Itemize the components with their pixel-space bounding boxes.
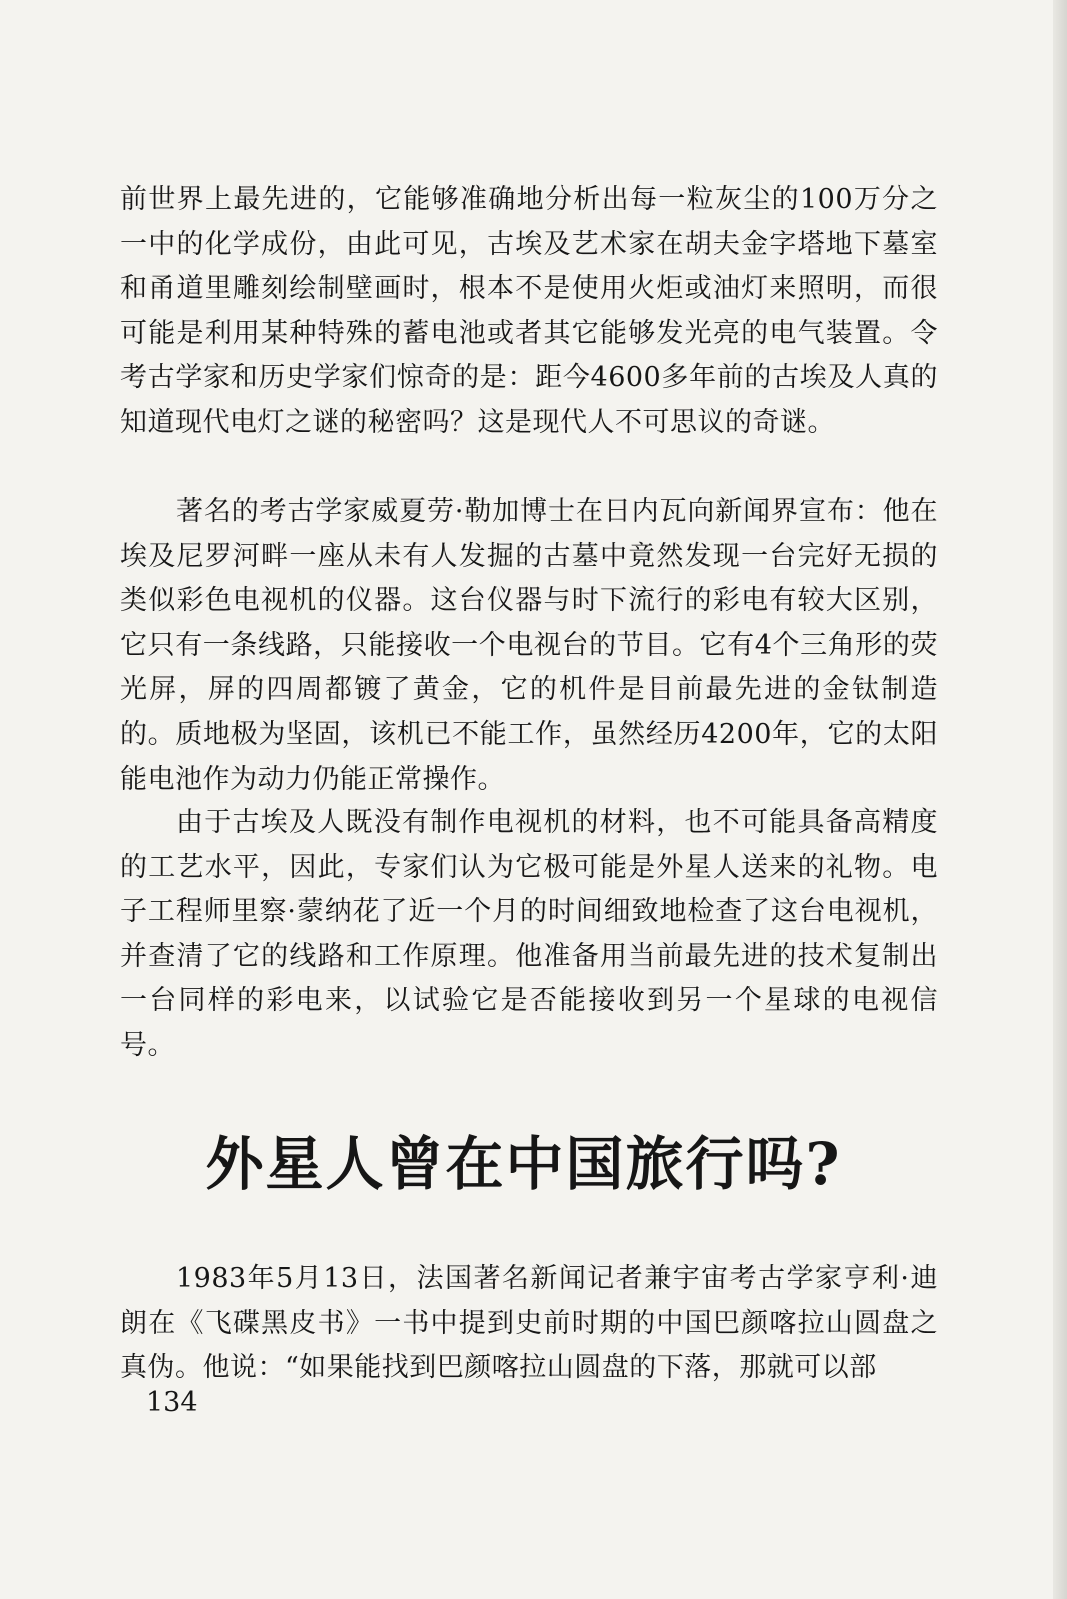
paragraph-2: 著名的考古学家威夏劳·勒加博士在日内瓦向新闻界宣布：他在埃及尼罗河畔一座从未有人发掘的古墓中竟然发现一台完好无损的类似彩色电视机的仪器。这台仪器与时下流行的彩电有较大区别，它只有一条线路，只能接收一个电视台的节目。它有4个三角形的荧光屏，屏的四周都镀了黄金，它的机件是目前最先进的金钛制造的。质地极为坚固，该机已不能工作，虽然经历4200年，它的太阳能电池作为动力仍能正常操作。 xyxy=(120,496,938,795)
paragraph-1: 前世界上最先进的，它能够准确地分析出每一粒灰尘的100万分之一中的化学成份，由此可见，古埃及艺术家在胡夫金字塔地下墓室和甬道里雕刻绘制壁画时，根本不是使用火炬或油灯来照明，而很可能是利用某种特殊的蓄电池或者其它能够发光亮的电气装置。令考古学家和历史学家们惊奇的是：距今4600多年前的古埃及人真的知道现代电灯之谜的秘密吗？这是现代人不可思议的奇谜。 xyxy=(120,184,938,438)
paragraph-4: 1983年5月13日，法国著名新闻记者兼宇宙考古学家亨利·迪朗在《飞碟黑皮书》一书中提到史前时期的中国巴颜喀拉山圆盘之真伪。他说：“如果能找到巴颜喀拉山圆盘的下落，那就可以部 xyxy=(120,1263,938,1384)
page-edge-shadow xyxy=(1053,0,1067,1599)
section-heading: 外星人曾在中国旅行吗? xyxy=(205,1130,842,1198)
paragraph-3: 由于古埃及人既没有制作电视机的材料，也不可能具备高精度的工艺水平，因此，专家们认为它极可能是外星人送来的礼物。电子工程师里察·蒙纳花了近一个月的时间细致地检查了这台电视机，并查清了它的线路和工作原理。他准备用当前最先进的技术复制出一台同样的彩电来，以试验它是否能接收到另一个星球的电视信号。 xyxy=(120,807,938,1061)
page-number: 134 xyxy=(146,1387,198,1418)
